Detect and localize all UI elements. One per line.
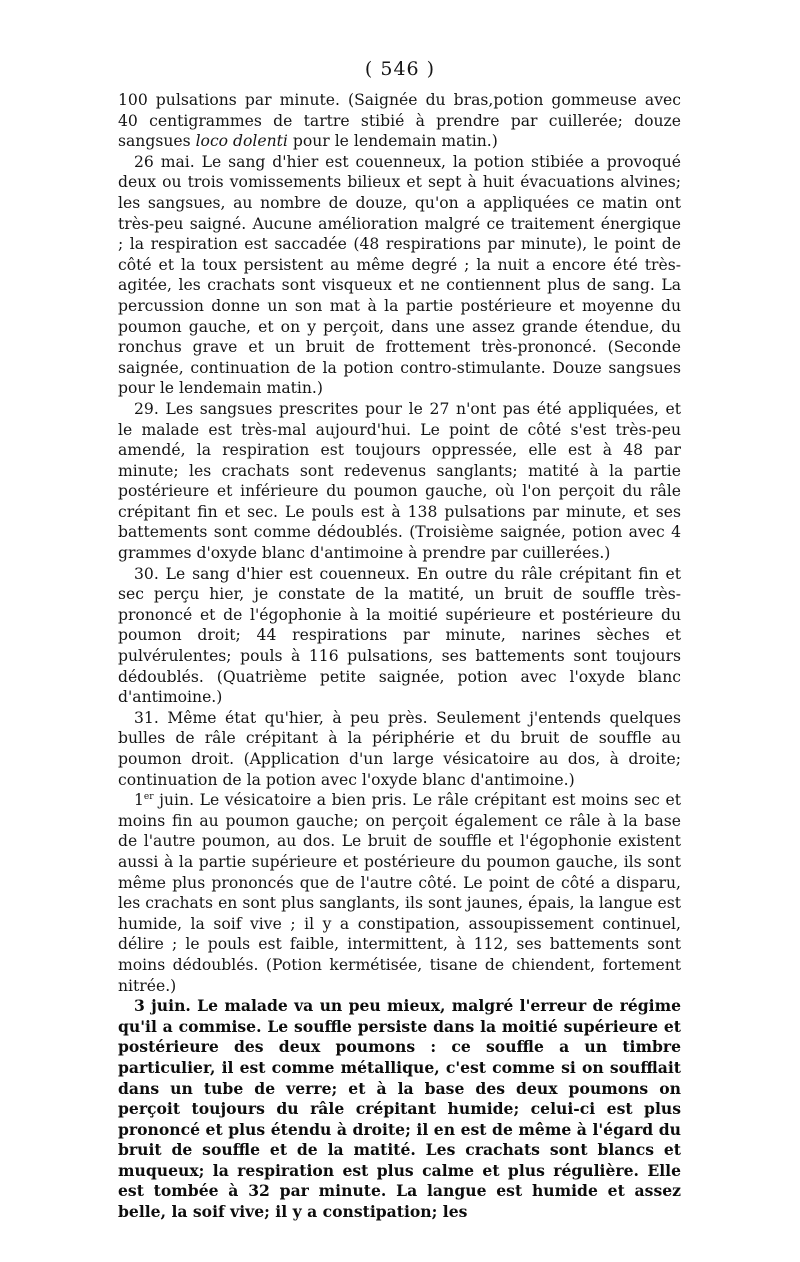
paragraph-text: Le sang d'hier est couenneux, la potion stibiée a provoqué deux ou trois vomissements bilieux et sept à huit évacuations alvines; les sangsues, au nombre de douze, qu'on a appliquées ce matin ont très-peu saigné. Aucune amélioration malgré ce traitement énergique ; la respiration est saccadée (48 respirations par minute), le point de côté et la toux persistent au même degré ; la nuit a encore été très-agitée, les crachats sont visqueux et ne contiennent plus de sang. La percussion donne un son mat à la partie postérieure et moyenne du poumon gauche, et on y perçoit, dans une assez grande étendue, du ronchus grave et un bruit de frottement très-prononcé. (Seconde saignée, continuation de la potion contro-stimulante. Douze sangsues pour le lendemain matin.): [118, 152, 681, 398]
paragraph-30: [118, 564, 681, 708]
paragraph-31: [118, 708, 681, 790]
paragraph-lead: 1: [134, 791, 144, 810]
paragraph-lead: 30.: [134, 564, 159, 583]
paragraph-3-juin: [118, 996, 681, 1223]
body-text: [118, 90, 681, 1223]
paragraph-lead: 3 juin.: [134, 996, 191, 1016]
paragraph-1: [118, 90, 681, 152]
paragraph-26-mai: [118, 152, 681, 399]
paragraph-text: juin. Le vésicatoire a bien pris. Le râle crépitant est moins sec et moins fin au poumon gauche; on perçoit également ce râle à la base de l'autre poumon, au dos. Le bruit de souffle et l'égophonie existent aussi à la partie supérieure et postérieure du poumon gauche, ils sont même plus prononcés que de l'autre côté. Le point de côté a disparu, les crachats en sont plus sanglants, ils sont jaunes, épais, la langue est humide, la soif vive ; il y a constipation, assoupissement continuel, délire ; le pouls est faible, intermittent, à 112, ses battements sont moins dédoublés. (Potion kermétisée, tisane de chiendent, fortement nitrée.): [118, 791, 681, 995]
paragraph-text: Le malade va un peu mieux, malgré l'erreur de régime qu'il a commise. Le souffle persiste dans la moitié supérieure et postérieure des deux poumons : ce souffle a un timbre particulier, il est comme métallique, c'est comme si on soufflait dans un tube de verre; et à la base des deux poumons on perçoit toujours du râle crépitant humide; celui-ci est plus prononcé et plus étendu à droite; il en est de même à l'égard du bruit de souffle et de la matité. Les crachats sont blancs et muqueux; la respiration est plus calme et plus régulière. Elle est tombée à 32 par minute. La langue est humide et assez belle, la soif vive; il y a constipation; les: [118, 996, 682, 1222]
paragraph-text: Même état qu'hier, à peu près. Seulement j'entends quelques bulles de râle crépitant à la périphérie et du bruit de souffle au poumon droit. (Application d'un large vésicatoire au dos, à droite; continuation de la potion avec l'oxyde blanc d'antimoine.): [118, 708, 681, 789]
paragraph-text: Les sangsues prescrites pour le 27 n'ont pas été appliquées, et le malade est très-mal aujourd'hui. Le point de côté s'est très-peu amendé, la respiration est toujours oppressée, elle est à 48 par minute; les crachats sont redevenus sanglants; matité à la partie postérieure et inférieure du poumon gauche, où l'on perçoit du râle crépitant fin et sec. Le pouls est à 138 pulsations par minute, et ses battements sont comme dédoublés. (Troisième saignée, potion avec 4 grammes d'oxyde blanc d'antimoine à prendre par cuillerées.): [118, 399, 681, 563]
ordinal-superscript: er: [143, 792, 154, 802]
paragraph-text: Le sang d'hier est couenneux. En outre du râle crépitant fin et sec perçu hier, je constate de la matité, un bruit de souffle très-prononcé et de l'égophonie à la moitié supérieure et postérieure du poumon droit; 44 respirations par minute, narines sèches et pulvérulentes; pouls à 116 pulsations, ses battements sont toujours dédoublés. (Quatrième petite saignée, potion avec l'oxyde blanc d'antimoine.): [118, 564, 681, 707]
paragraph-lead: 31.: [134, 708, 159, 727]
paragraph-1-text: 100 pulsations par minute. (Saignée du bras,potion gommeuse avec 40 centigrammes de tartre stibié à prendre par cuillerée; douze sangsues loco dolenti pour le lendemain matin.): [118, 91, 681, 151]
paragraph-lead: 26 mai.: [134, 152, 195, 171]
latin-phrase: loco dolenti: [195, 132, 288, 151]
paragraph-1er-juin: [118, 790, 681, 996]
paragraph-29: [118, 399, 681, 564]
paragraph-lead: 29.: [134, 399, 159, 418]
page-number: ( 546 ): [364, 58, 436, 80]
